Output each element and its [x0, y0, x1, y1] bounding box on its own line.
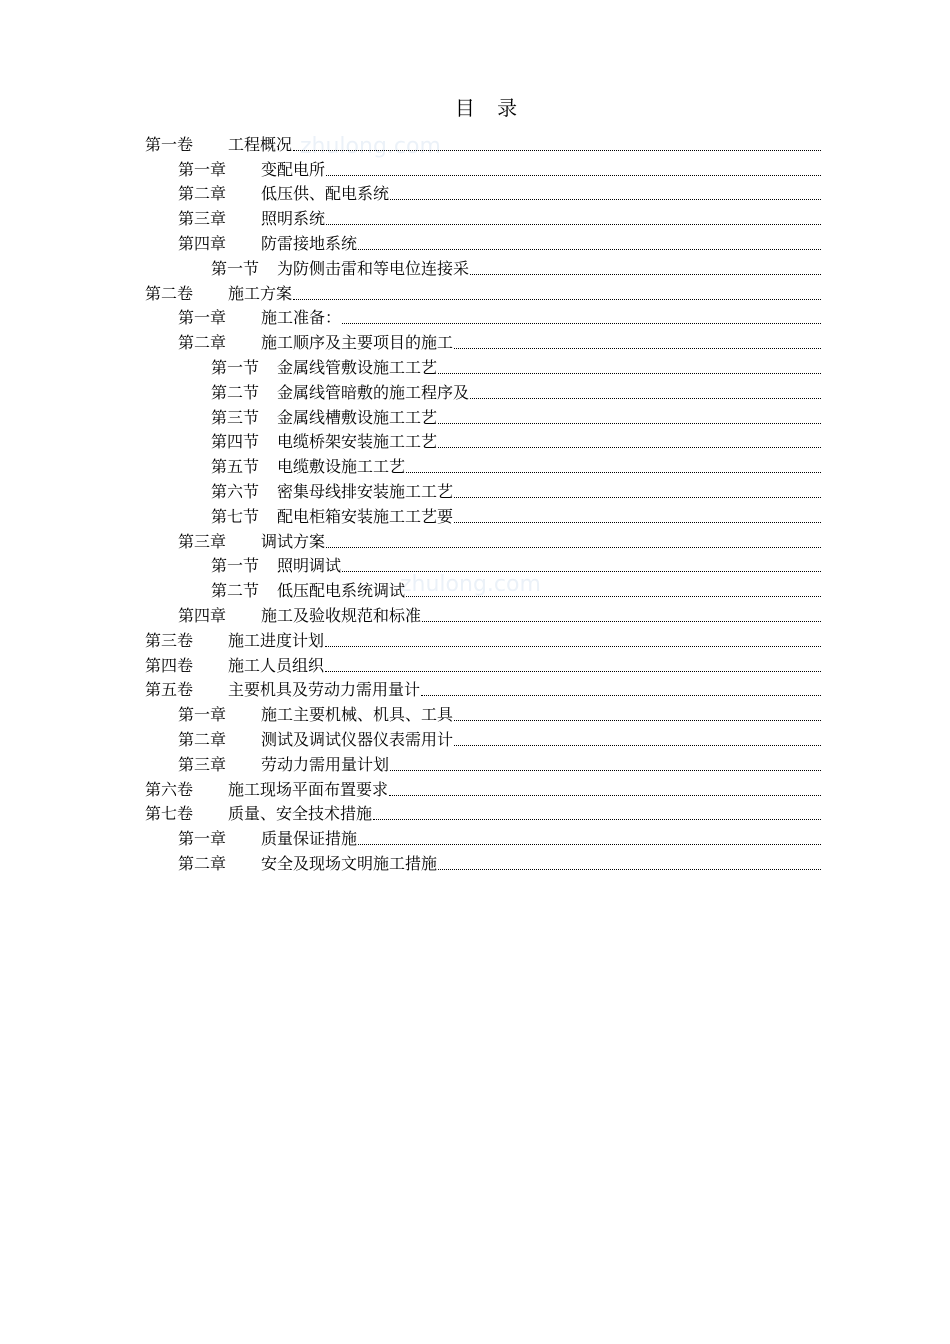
toc-entry-number: 第二卷 [145, 283, 194, 303]
toc-dot-leader [325, 670, 821, 672]
toc-dot-leader [421, 694, 821, 696]
toc-entry-number: 第三节 [211, 407, 260, 427]
toc-entry-number: 第二节 [211, 382, 260, 402]
toc-entry-number: 第二章 [178, 853, 227, 873]
toc-entry-title: 主要机具及劳动力需用量计 [228, 680, 421, 700]
toc-entry-volume[interactable] [145, 676, 821, 701]
toc-entry-title: 工程概况 [228, 134, 293, 154]
toc-entry-chapter[interactable] [145, 328, 821, 353]
toc-entry-number: 第二章 [178, 333, 227, 353]
toc-entry-number: 第一节 [211, 357, 260, 377]
toc-entry-volume[interactable] [145, 800, 821, 825]
toc-entry-section[interactable] [145, 502, 821, 527]
toc-dot-leader [438, 422, 821, 424]
toc-dot-leader [438, 868, 821, 870]
toc-entry-title: 质量、安全技术措施 [228, 804, 373, 824]
toc-entry-number: 第六卷 [145, 779, 194, 799]
toc-entry-section[interactable] [145, 428, 821, 453]
toc-entry-chapter[interactable] [145, 304, 821, 329]
toc-dot-leader [342, 570, 821, 572]
toc-entry-number: 第七卷 [145, 804, 194, 824]
toc-entry-number: 第一章 [178, 159, 227, 179]
toc-entry-title: 防雷接地系统 [261, 233, 358, 253]
toc-entry-volume[interactable] [145, 626, 821, 651]
toc-entry-title: 配电柜箱安装施工工艺要 [277, 506, 454, 526]
toc-dot-leader [406, 595, 821, 597]
toc-dot-leader [293, 149, 821, 151]
toc-entry-title: 金属线管暗敷的施工程序及 [277, 382, 470, 402]
toc-entry-chapter[interactable] [145, 700, 821, 725]
toc-entry-chapter[interactable] [145, 155, 821, 180]
toc-dot-leader [454, 347, 821, 349]
page-title: 目 录 [454, 96, 526, 120]
toc-entry-chapter[interactable] [145, 725, 821, 750]
toc-entry-chapter[interactable] [145, 229, 821, 254]
toc-entry-title: 施工及验收规范和标准 [261, 605, 422, 625]
table-of-contents [145, 130, 821, 874]
toc-entry-number: 第六节 [211, 481, 260, 501]
toc-entry-number: 第三卷 [145, 630, 194, 650]
toc-entry-title: 安全及现场文明施工措施 [261, 853, 438, 873]
toc-dot-leader [326, 546, 821, 548]
watermark: zhulong.com [400, 572, 541, 597]
toc-entry-number: 第一章 [178, 829, 227, 849]
toc-dot-leader [326, 174, 821, 176]
toc-entry-title: 测试及调试仪器仪表需用计 [261, 729, 454, 749]
toc-entry-title: 施工现场平面布置要求 [228, 779, 389, 799]
toc-entry-volume[interactable] [145, 651, 821, 676]
toc-entry-number: 第二章 [178, 184, 227, 204]
toc-entry-volume[interactable] [145, 130, 821, 155]
toc-entry-chapter[interactable] [145, 204, 821, 229]
toc-entry-section[interactable] [145, 378, 821, 403]
toc-dot-leader [470, 397, 821, 399]
toc-dot-leader [438, 372, 821, 374]
toc-entry-chapter[interactable] [145, 527, 821, 552]
toc-entry-number: 第一章 [178, 705, 227, 725]
toc-entry-section[interactable] [145, 353, 821, 378]
toc-entry-number: 第一节 [211, 556, 260, 576]
toc-entry-title: 质量保证措施 [261, 829, 358, 849]
toc-entry-title: 电缆桥架安装施工工艺 [277, 432, 438, 452]
toc-dot-leader [358, 248, 821, 250]
toc-entry-title: 劳动力需用量计划 [261, 754, 390, 774]
toc-entry-section[interactable] [145, 477, 821, 502]
toc-entry-section[interactable] [145, 254, 821, 279]
toc-entry-title: 施工人员组织 [228, 655, 325, 675]
toc-entry-title: 密集母线排安装施工工艺 [277, 481, 454, 501]
toc-entry-chapter[interactable] [145, 180, 821, 205]
toc-entry-title: 低压供、配电系统 [261, 184, 390, 204]
toc-entry-section[interactable] [145, 552, 821, 577]
toc-entry-section[interactable] [145, 403, 821, 428]
toc-entry-volume[interactable] [145, 279, 821, 304]
toc-dot-leader [438, 446, 821, 448]
toc-entry-number: 第一章 [178, 308, 227, 328]
toc-entry-title: 变配电所 [261, 159, 326, 179]
toc-entry-title: 施工准备： [261, 308, 342, 328]
toc-entry-title: 施工方案 [228, 283, 293, 303]
toc-dot-leader [389, 794, 821, 796]
toc-entry-number: 第三章 [178, 531, 227, 551]
toc-entry-volume[interactable] [145, 775, 821, 800]
toc-dot-leader [454, 521, 821, 523]
toc-entry-title: 照明系统 [261, 209, 326, 229]
toc-dot-leader [406, 471, 821, 473]
toc-dot-leader [373, 818, 821, 820]
toc-dot-leader [470, 273, 821, 275]
toc-entry-title: 低压配电系统调试 [277, 581, 406, 601]
toc-entry-number: 第五节 [211, 457, 260, 477]
toc-entry-title: 金属线槽敷设施工工艺 [277, 407, 438, 427]
toc-dot-leader [454, 719, 821, 721]
toc-entry-number: 第二节 [211, 581, 260, 601]
toc-entry-title: 为防侧击雷和等电位连接采 [277, 258, 470, 278]
toc-entry-title: 照明调试 [277, 556, 342, 576]
toc-entry-chapter[interactable] [145, 824, 821, 849]
toc-entry-title: 调试方案 [261, 531, 326, 551]
toc-entry-number: 第四节 [211, 432, 260, 452]
toc-entry-number: 第二章 [178, 729, 227, 749]
toc-entry-chapter[interactable] [145, 750, 821, 775]
toc-entry-title: 施工顺序及主要项目的施工 [261, 333, 454, 353]
toc-entry-title: 施工进度计划 [228, 630, 325, 650]
toc-dot-leader [454, 744, 821, 746]
toc-entry-title: 施工主要机械、机具、工具 [261, 705, 454, 725]
toc-entry-number: 第三章 [178, 754, 227, 774]
toc-entry-number: 第七节 [211, 506, 260, 526]
toc-entry-chapter[interactable] [145, 849, 821, 874]
toc-dot-leader [342, 322, 821, 324]
toc-entry-number: 第三章 [178, 209, 227, 229]
toc-dot-leader [390, 198, 821, 200]
toc-entry-chapter[interactable] [145, 601, 821, 626]
toc-entry-number: 第一卷 [145, 134, 194, 154]
toc-entry-section[interactable] [145, 576, 821, 601]
toc-entry-number: 第一节 [211, 258, 260, 278]
toc-dot-leader [326, 223, 821, 225]
toc-entry-number: 第五卷 [145, 680, 194, 700]
toc-dot-leader [422, 620, 821, 622]
toc-dot-leader [390, 769, 821, 771]
toc-dot-leader [293, 298, 821, 300]
toc-entry-title: 电缆敷设施工工艺 [277, 457, 406, 477]
toc-entry-title: 金属线管敷设施工工艺 [277, 357, 438, 377]
toc-entry-number: 第四章 [178, 233, 227, 253]
toc-entry-number: 第四章 [178, 605, 227, 625]
toc-dot-leader [358, 843, 821, 845]
toc-dot-leader [454, 496, 821, 498]
toc-entry-section[interactable] [145, 452, 821, 477]
toc-entry-number: 第四卷 [145, 655, 194, 675]
watermark: zhulong.com [300, 134, 441, 159]
toc-dot-leader [325, 645, 821, 647]
